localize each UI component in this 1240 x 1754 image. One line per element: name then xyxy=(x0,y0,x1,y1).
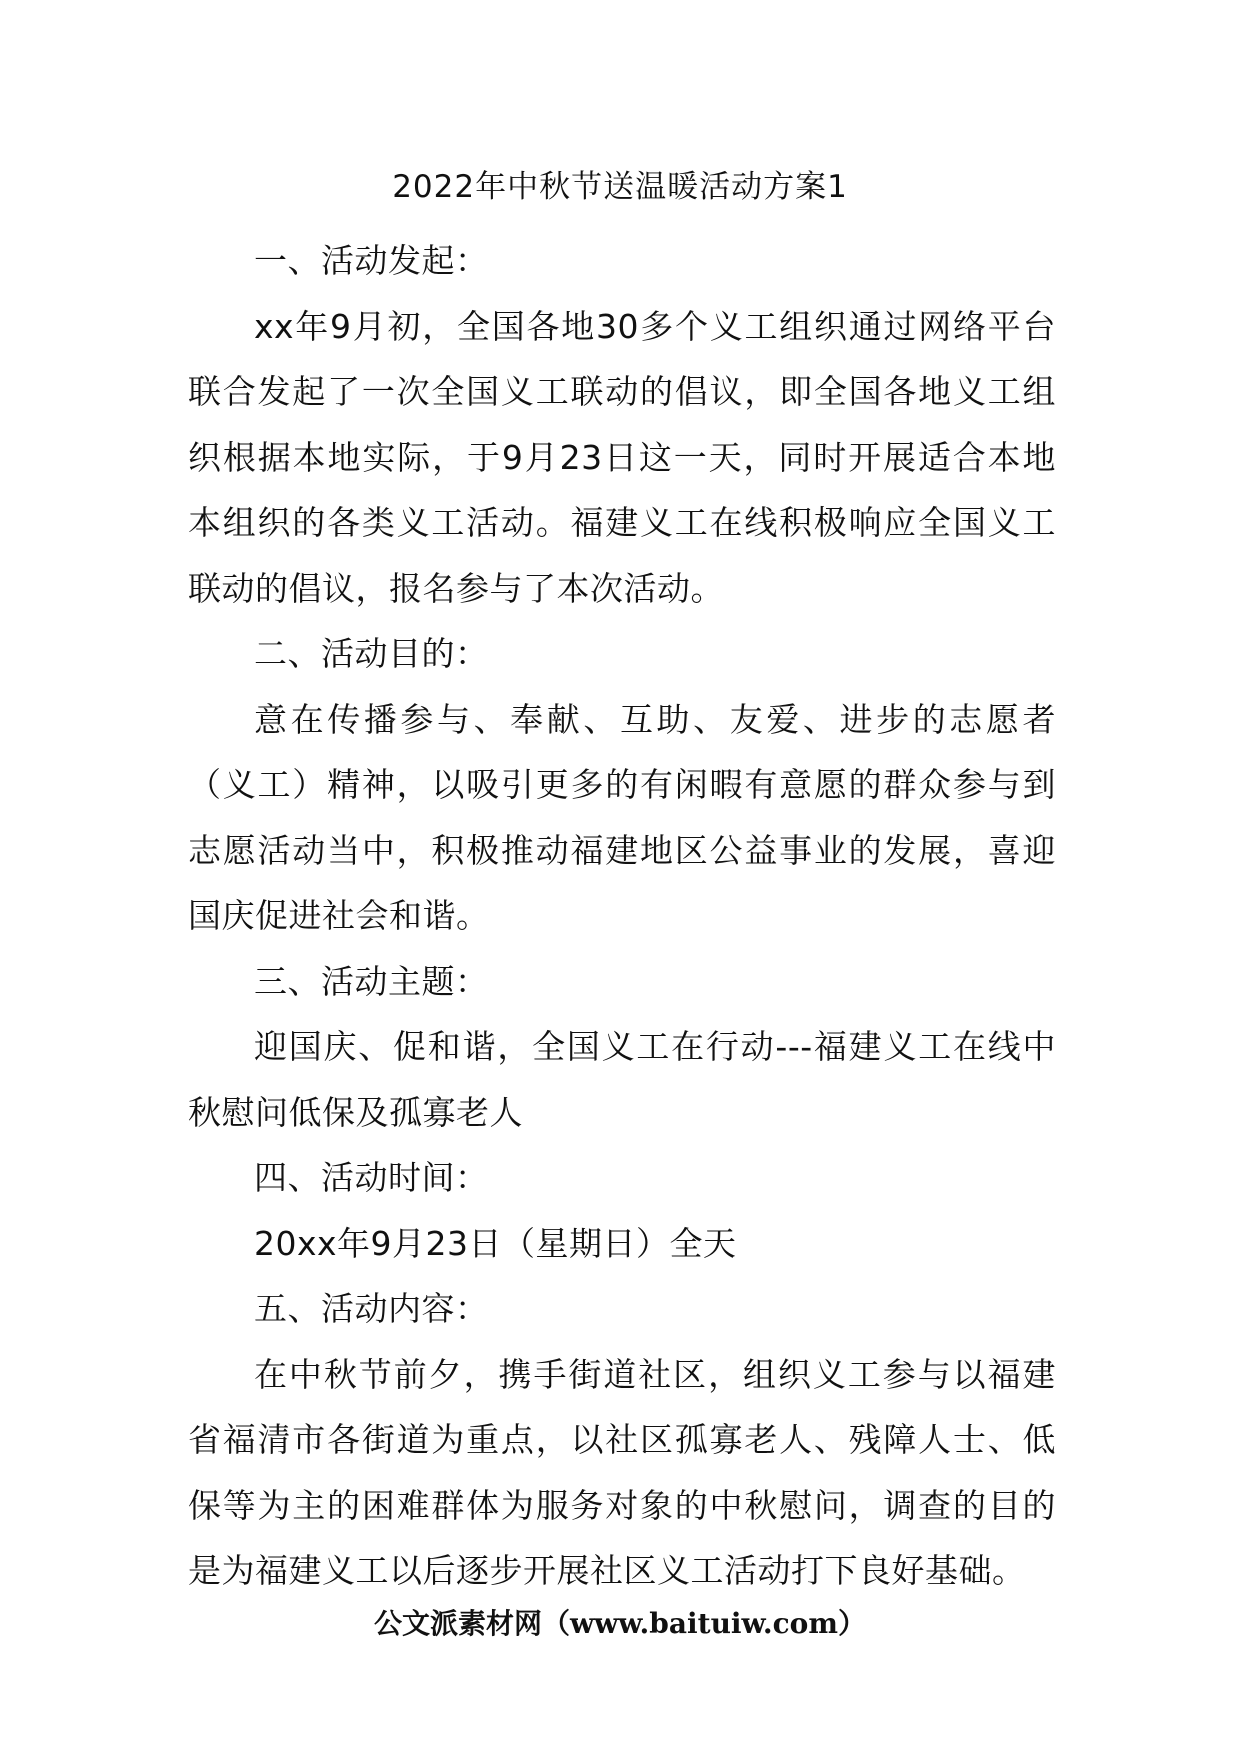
paragraph-time: 20xx年9月23日（星期日）全天 xyxy=(254,1223,737,1263)
section-heading-time: 四、活动时间： xyxy=(254,1158,489,1197)
footer-source: 公文派素材网（www.baituiw.com） xyxy=(374,1607,866,1640)
section-heading-purpose: 二、活动目的： xyxy=(254,634,489,673)
paragraph-initiation: xx年9月初，全国各地30多个义工组织通过网络平台联合发起了一次全国义工联动的倡议，即全国各地义工组织根据本地实际，于9月23日这一天，同时开展适合本地本组织的各类义工活动。福建义工在线积极响应全国义工联动的倡议，报名参与了本次活动。 xyxy=(188,306,1056,608)
document-body xyxy=(188,228,1056,1604)
section-heading-theme: 三、活动主题： xyxy=(254,961,489,1001)
document-title: 2022年中秋节送温暖活动方案1 xyxy=(392,169,848,205)
paragraph-content: 在中秋节前夕，携手街道社区，组织义工参与以福建省福清市各街道为重点，以社区孤寡老人、残障人士、低保等为主的困难群体为服务对象的中秋慰问，调查的目的是为福建义工以后逐步开展社区义工活动打下良好基础。 xyxy=(188,1354,1056,1590)
section-heading-initiation: 一、活动发起： xyxy=(254,241,489,280)
section-heading-content: 五、活动内容： xyxy=(254,1289,489,1328)
paragraph-theme: 迎国庆、促和谐，全国义工在行动---福建义工在线中秋慰问低保及孤寡老人 xyxy=(188,1027,1056,1132)
paragraph-purpose: 意在传播参与、奉献、互助、友爱、进步的志愿者（义工）精神，以吸引更多的有闲暇有意愿的群众参与到志愿活动当中，积极推动福建地区公益事业的发展，喜迎国庆促进社会和谐。 xyxy=(188,699,1056,935)
